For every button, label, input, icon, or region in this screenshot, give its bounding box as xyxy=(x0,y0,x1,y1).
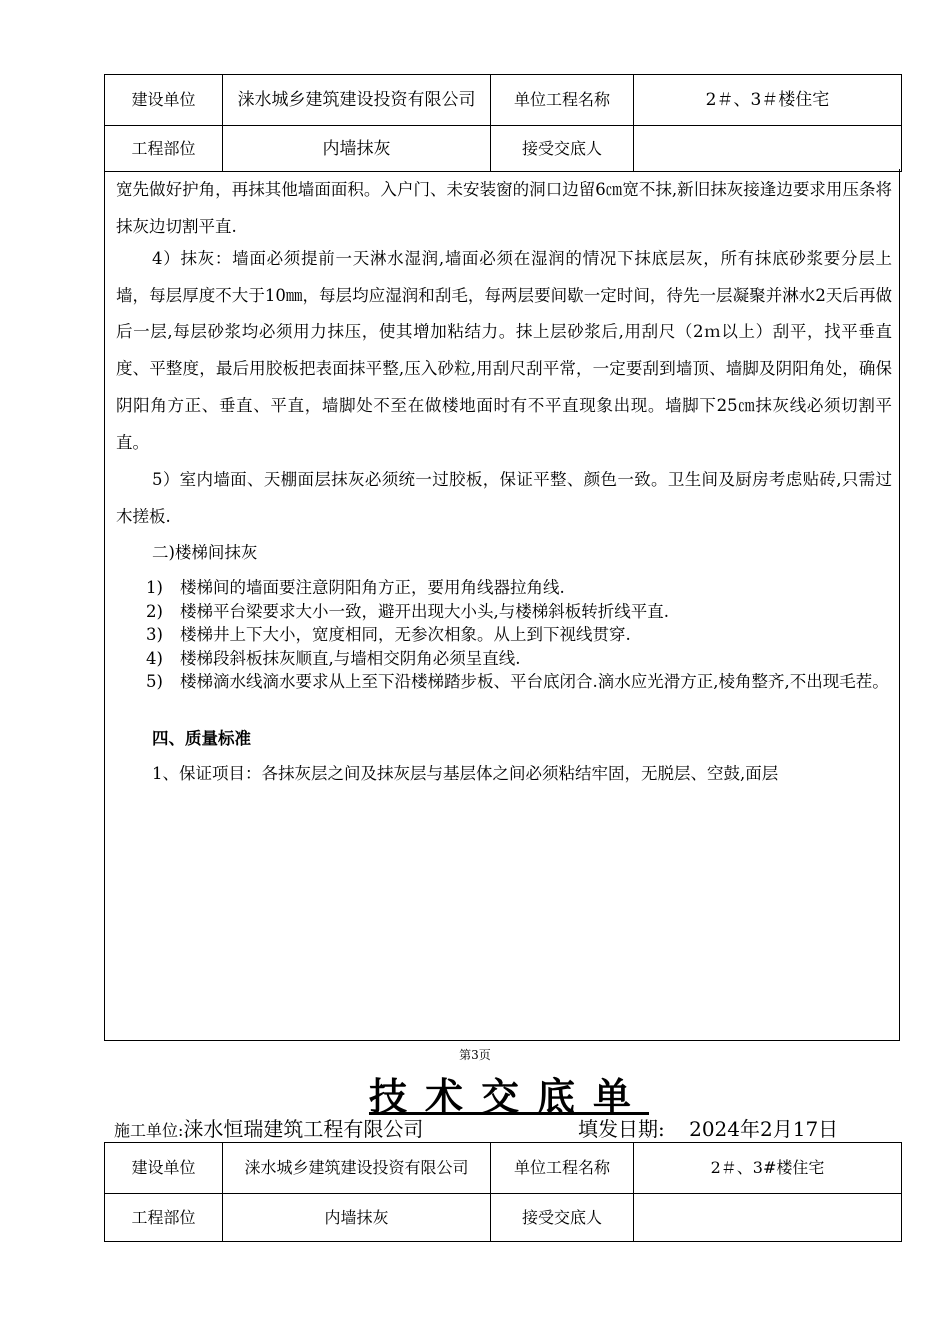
list-item: 2) 楼梯平台梁要求大小一致，避开出现大小头,与楼梯斜板转折线平直. xyxy=(146,601,669,621)
project-name-value: 2＃、3#楼住宅 xyxy=(634,1143,902,1194)
para-continue: 宽先做好护角，再抹其他墙面面积。入户门、未安装窗的洞口边留6㎝宽不抹,新旧抹灰接逢边要求用压条将抹灰边切割平直. xyxy=(116,180,892,236)
receiver-label: 接受交底人 xyxy=(491,126,634,172)
receiver-value xyxy=(634,1194,902,1242)
location-value: 内墙抹灰 xyxy=(223,126,491,172)
list-item: 1) 楼梯间的墙面要注意阴阳角方正，要用角线器拉角线. xyxy=(146,578,565,597)
receiver-label: 接受交底人 xyxy=(491,1194,634,1242)
date-line xyxy=(578,1115,838,1143)
list-item: 5) 楼梯滴水线滴水要求从上至下沿楼梯踏步板、平台底闭合.滴水应光滑方正,棱角整齐,不出现毛茬。 xyxy=(146,672,889,692)
location-label: 工程部位 xyxy=(105,1194,223,1242)
contractor-line xyxy=(114,1115,423,1145)
guarantee-text: 1、保证项目：各抹灰层之间及抹灰层与基层体之间必须粘结牢固，无脱层、空鼓,面层 xyxy=(152,764,779,783)
top-header-table xyxy=(104,74,902,172)
date-label: 填发日期: xyxy=(578,1117,665,1141)
owner-label: 建设单位 xyxy=(105,75,223,126)
list-item: 3) 楼梯井上下大小，宽度相同，无参次相象。从上到下视线贯穿. xyxy=(146,625,631,645)
owner-value: 涞水城乡建筑建设投资有限公司 xyxy=(223,1143,491,1194)
page-number: 第3页 xyxy=(459,1048,491,1062)
receiver-value xyxy=(634,126,902,172)
project-name-label: 单位工程名称 xyxy=(491,75,634,126)
para-plastering: 4）抹灰：墙面必须提前一天淋水湿润,墙面必须在湿润的情况下抹底层灰，所有抹底砂浆要分层上墙，每层厚度不大于10㎜，每层均应湿润和刮毛，每两层要间歇一定时间，待先一层凝聚并淋水2天后再做后一层,每层砂浆均必须用力抹压，使其增加粘结力。抹上层砂浆后,用刮尺（2ｍ以上）刮平，找平垂直度、平整度，最后用胶板把表面抹平整,压入砂粒,用刮尺刮平常，一定要刮到墙顶、墙脚及阴阳角处，确保阴阳角方正、垂直、平直，墙脚处不至在做楼地面时有不平直现象出现。墙脚下25㎝抹灰线必须切割平直。 xyxy=(116,249,892,452)
owner-label: 建设单位 xyxy=(105,1143,223,1194)
bottom-header-table xyxy=(104,1142,902,1242)
project-name-value: 2＃、3＃楼住宅 xyxy=(634,75,902,126)
stair-list xyxy=(146,576,896,694)
owner-value: 涞水城乡建筑建设投资有限公司 xyxy=(223,75,491,126)
date-value: 2024年2月17日 xyxy=(689,1117,839,1141)
project-name-label: 单位工程名称 xyxy=(491,1143,634,1194)
list-item: 4) 楼梯段斜板抹灰顺直,与墙相交阴角必须呈直线. xyxy=(146,648,521,668)
contractor-label: 施工单位: xyxy=(114,1121,184,1140)
section-stairs-title: 二)楼梯间抹灰 xyxy=(152,543,258,562)
contractor-value: 涞水恒瑞建筑工程有限公司 xyxy=(183,1117,424,1141)
location-label: 工程部位 xyxy=(105,126,223,172)
location-value: 内墙抹灰 xyxy=(223,1194,491,1242)
para-interior-finish: 5）室内墙面、天棚面层抹灰必须统一过胶板，保证平整、颜色一致。卫生间及厨房考虑贴砖,只需过木搓板. xyxy=(116,470,892,526)
section-quality-title: 四、质量标准 xyxy=(152,729,251,748)
doc-title: 技术交底单 xyxy=(368,1074,649,1119)
